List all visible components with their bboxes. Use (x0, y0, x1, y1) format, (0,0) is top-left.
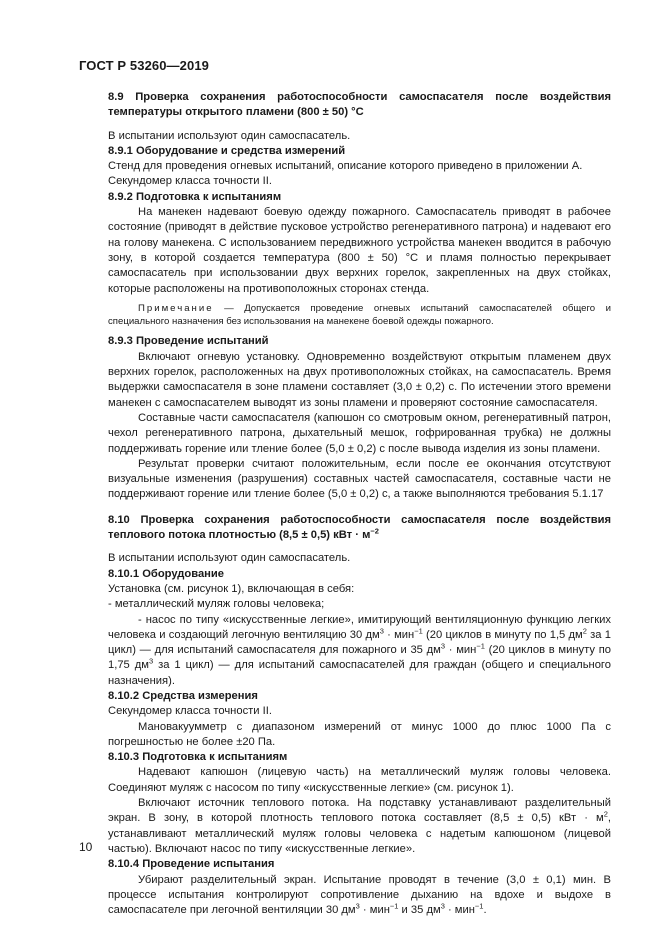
sup: 3 (379, 626, 384, 636)
section-8-10-title-text: 8.10 Проверка сохранения работоспособности самоспасателя после воздействия теплового потока плотностью (8,5 ± 0,5) кВт · м (108, 513, 611, 542)
section-8-9-2-title: 8.9.2 Подготовка к испытаниям (108, 190, 282, 203)
sup: −1 (389, 901, 399, 911)
section-8-9-1-para-2: Секундомер класса точности II. (108, 175, 272, 188)
section-8-10-4-para-1-part: . (483, 904, 487, 917)
unit-exponent: −2 (370, 526, 379, 536)
note-text: — Допускается проведение огневых испытаний самоспасателей общего и специального назначения без использования на манекене боевой одежды пожарного. (108, 302, 611, 327)
section-8-9-1-title: 8.9.1 Оборудование и средства измерений (108, 144, 346, 157)
section-8-10-intro: В испытании используют один самоспасатель. (108, 552, 351, 565)
section-8-10-2-para-2: Мановакуумметр с диапазоном измерений от минус 1000 до плюс 1000 Па с погрешностью не более ±20 Па. (108, 720, 611, 748)
sup: 2 (603, 809, 608, 819)
sup: 3 (148, 656, 154, 666)
section-8-10-title (108, 513, 611, 544)
section-8-10-1-para-1: Установка (см. рисунок 1), включающая в себя: (108, 582, 355, 595)
document-body (108, 90, 611, 918)
section-8-9-3-para-1: Включают огневую установку. Одновременно воздействуют открытым пламенем двух верхних горелок, расположенных на двух противоположных стойках, на самоспасатель. Время выдержки самоспасателя в зоне пламени составляет (3,0 ± 0,2) с. По истечении этого времени манекен с самоспасателем выводят из зоны пламени и проверяют состояние самоспасателя. (108, 350, 611, 409)
list-item-2-part: за 1 цикл) — для испытаний самоспасателя для пожарного и 35 дм (108, 628, 611, 657)
section-8-10-3-para-2 (108, 796, 611, 857)
section-8-10-4-para-1-part: · мин (359, 904, 390, 917)
sup: −1 (474, 901, 484, 911)
page-number: 10 (79, 840, 93, 854)
section-8-9-3-title: 8.9.3 Проведение испытаний (108, 335, 269, 348)
document-header: ГОСТ Р 53260—2019 (79, 58, 209, 73)
list-item-2-part: (20 циклов в минуту по 1,5 дм (422, 628, 583, 641)
list-item-2-part: - насос по типу «искусственные легкие», имитирующий вентиляционную функцию легких человека и создающий легочную вентиляцию 30 дм (108, 613, 611, 641)
list-item-1: - металлический муляж головы человека; (108, 598, 325, 611)
section-8-10-3-para-2-part: Включают источник теплового потока. На подставку устанавливают разделительный экран. В зону, в которой плотность теплового потока составляет (8,5 ± 0,5) кВт · м (108, 797, 611, 825)
section-8-10-3-para-1: Надевают капюшон (лицевую часть) на металлический муляж головы человека. Соединяют муляж с насосом по типу «искусственные легкие» (см. рисунок 1). (108, 766, 611, 794)
list-item-2 (108, 613, 611, 689)
section-8-10-3-title: 8.10.3 Подготовка к испытаниям (108, 751, 288, 764)
section-8-9-1-para-1: Стенд для проведения огневых испытаний, описание которого приведено в приложении А. (108, 160, 583, 173)
section-8-10-4-para-1 (108, 873, 611, 919)
section-8-9-3-para-2: Составные части самоспасателя (капюшон со смотровым окном, регенеративный патрон, чехол регенеративного патрона, дыхательный мешок, гофрированная трубка) не должны поддерживать горение или тление более (5,0 ± 0,2) с после вывода изделия из зоны пламени. (108, 411, 611, 455)
section-8-9-3-para-3: Результат проверки считают положительным, если после ее окончания отсутствуют визуальные изменения (разрушения) составных частей самоспасателя, составные части не поддерживают горение или тление более (5,0 ± 0,2) с, а также выполняются требования 5.1.17 (108, 457, 611, 501)
section-8-10-3-para-2-part: , устанавливают металлический муляж головы человека с надетым капюшоном (лицевой частью). Включают насос по типу «искусственные легкие». (108, 812, 611, 855)
sup: 2 (582, 626, 587, 636)
section-8-10-2-title: 8.10.2 Средства измерения (108, 689, 258, 702)
list-item-2-part: · мин (445, 644, 477, 657)
section-8-10-4-para-1-part: · мин (444, 904, 475, 917)
sup: 3 (440, 641, 446, 651)
note-label: Примечание (138, 302, 214, 314)
sup: −1 (414, 626, 423, 636)
section-8-10-4-para-1-part: и 35 дм (398, 904, 441, 917)
section-8-9-2-para-1: На манекен надевают боевую одежду пожарного. Самоспасатель приводят в рабочее состояние (приводят в действие пусковое устройство регенеративного патрона) и надевают его на голову манекена. С использованием передвижного устройства манекен вводится в рабочую зону, в которой создается температура (800 ± 50) °С и пламя полностью перекрывает самоспасатель при использовании двух верхних горелок, закрепленных на двух стойках, которые расположены на противоположных сторонах стенда. (108, 206, 611, 295)
section-8-9-title: 8.9 Проверка сохранения работоспособности самоспасателя после воздействия температуры открытого пламени (800 ± 50) °С (108, 91, 611, 119)
section-8-9-intro: В испытании используют один самоспасатель. (108, 129, 351, 142)
list-item-2-part: за 1 цикл) — для испытаний самоспасателей для граждан (общего и специального назначения). (108, 659, 611, 687)
sup: 3 (355, 901, 360, 911)
list-item-2-part: · мин (383, 628, 415, 641)
section-8-10-1-title: 8.10.1 Оборудование (108, 567, 225, 580)
section-8-10-4-para-1-part: Убирают разделительный экран. Испытание проводят в течение (3,0 ± 0,1) мин. В процессе испытания контролируют сопротивление дыханию на вдохе и выдохе в самоспасателе при легочной вентиляции 30 дм (108, 873, 611, 917)
section-8-10-2-para-1: Секундомер класса точности II. (108, 705, 272, 718)
sup: 3 (440, 901, 445, 911)
list-item-2-part: (20 циклов в минуту по 1,75 дм (108, 644, 611, 672)
sup: −1 (476, 641, 485, 651)
note (108, 303, 611, 329)
section-8-10-4-title: 8.10.4 Проведение испытания (108, 858, 275, 871)
